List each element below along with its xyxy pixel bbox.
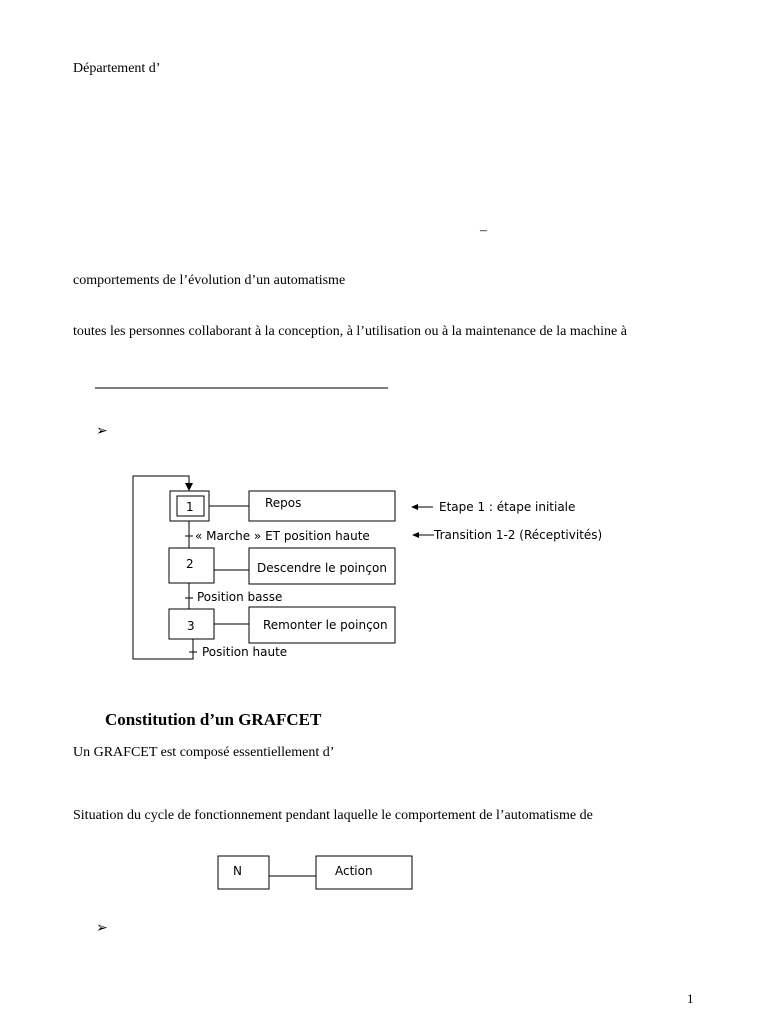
paragraph-comportements: comportements de l’évolution d’un automatisme xyxy=(73,273,346,288)
section-intro: Un GRAFCET est composé essentiellement d’ xyxy=(73,745,335,760)
symbol-step-box xyxy=(218,856,269,889)
page-number: 1 xyxy=(687,991,694,1006)
symbol-action-label: Action xyxy=(335,864,373,878)
action-1-label: Repos xyxy=(265,496,302,510)
step-1-number: 1 xyxy=(186,500,194,514)
loop-back-line xyxy=(133,476,193,659)
dash-mark: – xyxy=(480,223,487,238)
transition-1-label: « Marche » ET position haute xyxy=(195,529,370,543)
section-title: Constitution d’un GRAFCET xyxy=(105,710,322,729)
symbol-step-label: N xyxy=(233,864,242,878)
transition-3-label: Position haute xyxy=(202,645,288,659)
action-3-label: Remonter le poinçon xyxy=(263,618,388,632)
bullet-arrow-icon: ➢ xyxy=(96,424,108,439)
section-situation: Situation du cycle de fonctionnement pendant laquelle le comportement de l’automatisme de xyxy=(73,808,593,823)
annotation-transition-arrow-head xyxy=(412,532,419,538)
transition-2-label: Position basse xyxy=(197,590,283,604)
action-2-label: Descendre le poinçon xyxy=(257,561,387,575)
step-2-number: 2 xyxy=(186,557,194,571)
department-header: Département d’ xyxy=(73,61,161,76)
annotation-step-arrow-head xyxy=(411,504,418,510)
loop-arrow-head xyxy=(185,483,193,491)
step-3-number: 3 xyxy=(187,619,195,633)
paragraph-personnes: toutes les personnes collaborant à la conception, à l’utilisation ou à la maintenance de la machine à xyxy=(73,324,627,339)
bullet-arrow-icon-2: ➢ xyxy=(96,921,108,936)
annotation-transition-label: Transition 1-2 (Réceptivités) xyxy=(434,528,603,542)
annotation-step-label: Etape 1 : étape initiale xyxy=(439,500,576,514)
